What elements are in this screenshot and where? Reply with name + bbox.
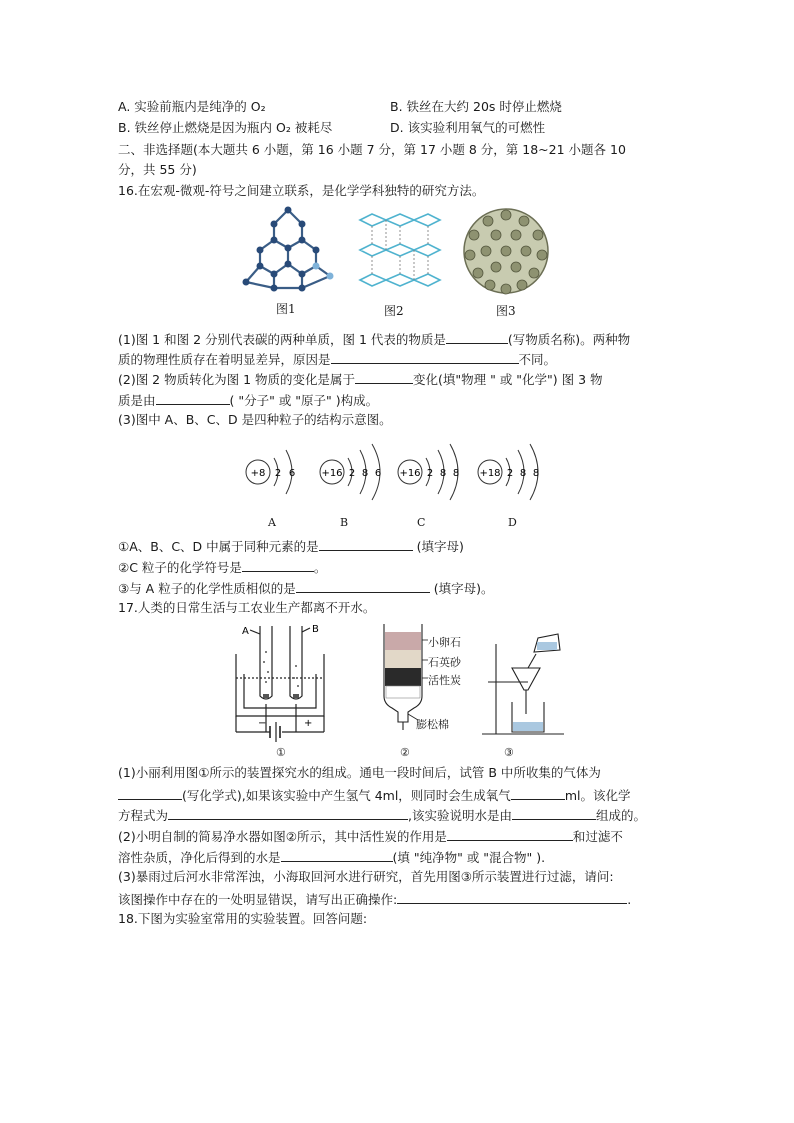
fig2-label-cotton: 膨松棉 bbox=[416, 718, 449, 731]
answer-blank[interactable] bbox=[242, 558, 314, 572]
q16-part2-line1: (2)图 2 物质转化为图 1 物质的变化是属于 变化(填"物理 " 或 "化学") 图 3 物 bbox=[118, 372, 603, 387]
q17-stem: 17.人类的日常生活与工农业生产都离不开水。 bbox=[118, 600, 376, 615]
svg-text:8: 8 bbox=[439, 468, 447, 479]
q16-stem: 16.在宏观-微观-符号之间建立联系，是化学学科独特的研究方法。 bbox=[118, 183, 485, 198]
graphite-structure-figure bbox=[352, 208, 444, 290]
filtration-apparatus-figure bbox=[478, 624, 568, 740]
q17-part2-line2: 溶性杂质，净化后得到的水是 (填 "纯净物" 或 "混合物" ). bbox=[118, 850, 546, 865]
answer-blank[interactable] bbox=[168, 806, 408, 820]
q17-part3-line2: 该图操作中存在的一处明显错误，请写出正确操作: . bbox=[118, 892, 632, 907]
answer-blank[interactable] bbox=[446, 330, 508, 344]
fig2-label-sand: 石英砂 bbox=[428, 656, 461, 669]
option-c: B. 铁丝停止燃烧是因为瓶内 O₂ 被耗尽 bbox=[118, 120, 333, 135]
fig2-number: ② bbox=[400, 746, 410, 759]
svg-text:8: 8 bbox=[452, 468, 460, 479]
svg-text:2: 2 bbox=[274, 468, 282, 479]
answer-blank[interactable] bbox=[156, 391, 230, 405]
svg-text:8: 8 bbox=[361, 468, 369, 479]
fig2-label: 图2 bbox=[384, 304, 404, 318]
q16-part1-line2: 质的物理性质存在着明显差异，原因是 不同。 bbox=[118, 352, 557, 367]
answer-blank[interactable] bbox=[447, 827, 573, 841]
svg-text:2: 2 bbox=[348, 468, 356, 479]
fig3-number: ③ bbox=[504, 746, 514, 759]
answer-blank[interactable] bbox=[319, 537, 413, 551]
answer-blank[interactable] bbox=[511, 786, 565, 800]
atom-c-label: C bbox=[417, 516, 426, 529]
option-d: D. 该实验利用氧气的可燃性 bbox=[390, 120, 546, 135]
q17-part2-line1: (2)小明自制的简易净水器如图②所示，其中活性炭的作用是 和过滤不 bbox=[118, 829, 623, 844]
svg-text:6: 6 bbox=[374, 468, 382, 479]
q17-part1-line1: (1)小丽利用图①所示的装置探究水的组成。通电一段时间后，试管 B 中所收集的气体为 bbox=[118, 765, 601, 780]
answer-blank[interactable] bbox=[397, 890, 627, 904]
svg-text:8: 8 bbox=[519, 468, 527, 479]
fig1-number: ① bbox=[276, 746, 286, 759]
svg-text:6: 6 bbox=[288, 468, 296, 479]
q17-part3-line1: (3)暴雨过后河水非常浑浊，小海取回河水进行研究，首先用图③所示装置进行过滤，请问: bbox=[118, 869, 614, 884]
option-a: A. 实验前瓶内是纯净的 O₂ bbox=[118, 99, 266, 114]
answer-blank[interactable] bbox=[512, 806, 596, 820]
svg-text:+: + bbox=[304, 718, 313, 729]
svg-text:8: 8 bbox=[532, 468, 540, 479]
q16-sub2: ②C 粒子的化学符号是 。 bbox=[118, 560, 327, 575]
svg-text:−: − bbox=[258, 718, 267, 729]
diamond-structure-figure bbox=[238, 204, 338, 292]
atom-structure-diagrams bbox=[238, 440, 558, 512]
c60-structure-figure bbox=[460, 205, 552, 297]
fig1-label: 图1 bbox=[276, 302, 296, 316]
electrolysis-apparatus-figure bbox=[230, 622, 330, 742]
fig3-label: 图3 bbox=[496, 304, 516, 318]
fig2-label-carbon: 活性炭 bbox=[428, 674, 461, 687]
svg-text:+18: +18 bbox=[479, 468, 501, 479]
fig2-label-pebbles: 小卵石 bbox=[428, 636, 461, 649]
q16-sub1: ①A、B、C、D 中属于同种元素的是 (填字母) bbox=[118, 539, 464, 554]
atom-c bbox=[398, 444, 459, 500]
answer-blank[interactable] bbox=[296, 579, 430, 593]
atom-a bbox=[246, 450, 295, 494]
svg-text:+16: +16 bbox=[399, 468, 421, 479]
q16-part2-line2: 质是由 ( "分子" 或 "原子" )构成。 bbox=[118, 393, 379, 408]
atom-a-label: A bbox=[268, 516, 276, 529]
section-heading-1: 二、非选择题(本大题共 6 小题，第 16 小题 7 分，第 17 小题 8 分，第 18~21 小题各 10 bbox=[118, 142, 626, 157]
atom-b-label: B bbox=[340, 516, 349, 529]
svg-text:2: 2 bbox=[426, 468, 434, 479]
q16-part3-stem: (3)图中 A、B、C、D 是四种粒子的结构示意图。 bbox=[118, 412, 392, 427]
answer-blank[interactable] bbox=[331, 350, 519, 364]
atom-d bbox=[478, 444, 539, 500]
q16-part1-line1: (1)图 1 和图 2 分别代表碳的两种单质，图 1 代表的物质是 (写物质名称)。两种物 bbox=[118, 332, 631, 347]
answer-blank[interactable] bbox=[355, 370, 413, 384]
answer-blank[interactable] bbox=[118, 786, 182, 800]
atom-d-label: D bbox=[508, 516, 517, 529]
q17-part1-line3: 方程式为 ,该实验说明水是由 组成的。 bbox=[118, 808, 647, 823]
section-heading-2: 分，共 55 分) bbox=[118, 162, 197, 177]
svg-text:2: 2 bbox=[506, 468, 514, 479]
svg-text:A: A bbox=[242, 626, 249, 637]
q17-part1-line2: (写化学式),如果该实验中产生氢气 4ml，则同时会生成氧气 ml。该化学 bbox=[118, 786, 630, 804]
q16-sub3: ③与 A 粒子的化学性质相似的是 (填字母)。 bbox=[118, 581, 494, 596]
svg-text:+16: +16 bbox=[321, 468, 343, 479]
answer-blank[interactable] bbox=[281, 848, 393, 862]
q18-stem: 18.下图为实验室常用的实验装置。回答问题: bbox=[118, 911, 368, 926]
svg-text:+8: +8 bbox=[250, 468, 266, 479]
atom-b bbox=[320, 444, 381, 500]
option-b: B. 铁丝在大约 20s 时停止燃烧 bbox=[390, 99, 562, 114]
svg-text:B: B bbox=[312, 624, 319, 635]
